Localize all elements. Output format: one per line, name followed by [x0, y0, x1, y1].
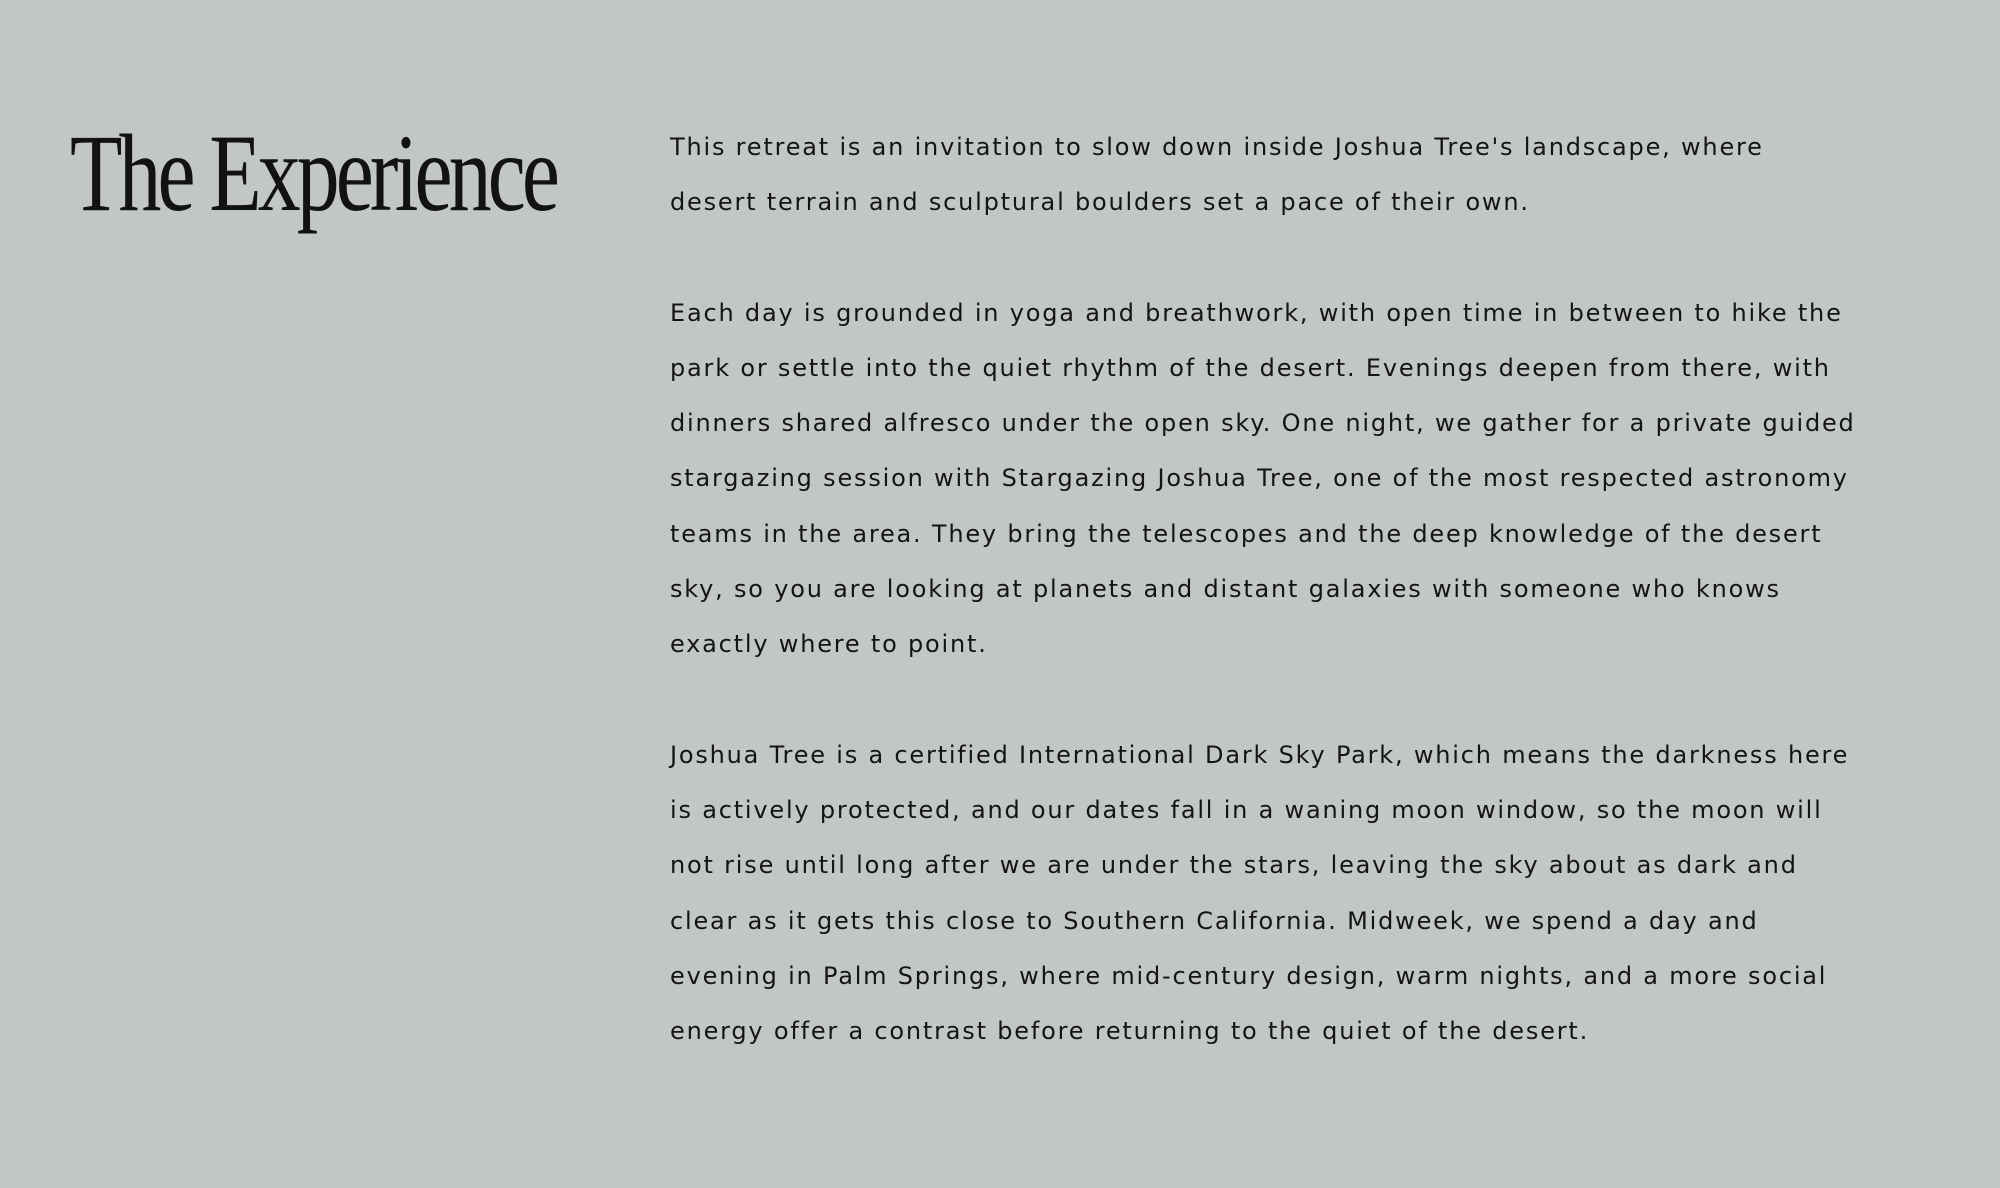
paragraph-daily-rhythm: Each day is grounded in yoga and breathwork, with open time in between to hike the park or settle into the quiet rhythm of the desert. Evenings deepen from there, with dinners shared alfresco under the open sky. One night, we gather for a private guided stargazing session with Stargazing Joshua Tree, one of the most respected astronomy teams in the area. They bring the telescopes and the deep knowledge of the desert sky, so you are looking at planets and distant galaxies with someone who knows exactly where to point. [670, 298, 1856, 659]
section-body [670, 120, 1860, 1059]
paragraph-intro: This retreat is an invitation to slow down inside Joshua Tree's landscape, where desert terrain and sculptural boulders set a pace of their own. [670, 133, 1764, 217]
paragraph-dark-sky: Joshua Tree is a certified International Dark Sky Park, which means the darkness here is actively protected, and our dates fall in a waning moon window, so the moon will not rise until long after we are under the stars, leaving the sky about as dark and clear as it gets this close to Southern California. Midweek, we spend a day and evening in Palm Springs, where mid-century design, warm nights, and a more social energy offer a contrast before returning to the quiet of the desert. [670, 740, 1850, 1046]
section-title: The Experience [70, 112, 557, 234]
